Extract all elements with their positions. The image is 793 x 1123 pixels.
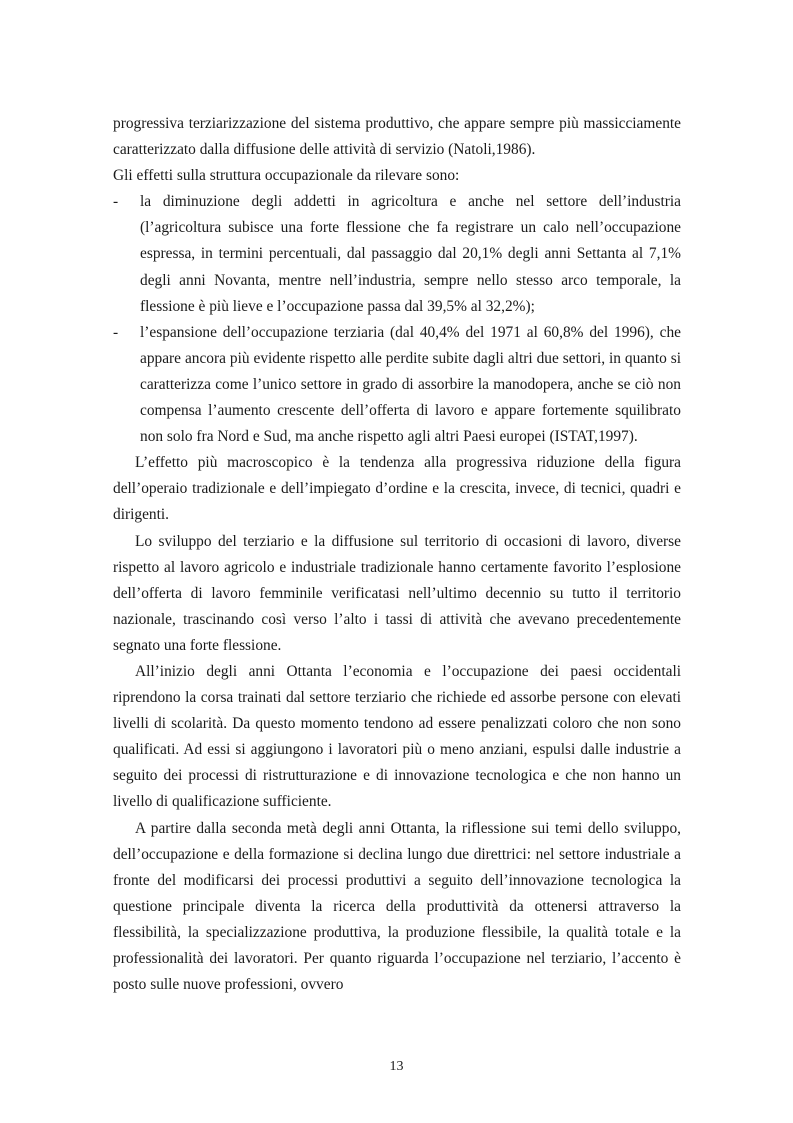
paragraph-continuation: progressiva terziarizzazione del sistema produttivo, che appare sempre più massicciamente caratterizzato dalla diffusione delle attività di servizio (Natoli,1986). <box>113 115 681 159</box>
paragraph-tertiary-development: Lo sviluppo del terziario e la diffusione sul territorio di occasioni di lavoro, diverse rispetto al lavoro agricolo e industriale tradizionale hanno certamente favorito l’esplosione dell’offerta di lavoro femminile verificatasi nell’ultimo decennio su tutto il territorio nazionale, trascinando così verso l’alto i tassi di attività che avevano precedentemente segnato una forte flessione. <box>113 532 681 654</box>
list-item <box>113 189 681 319</box>
body-text <box>113 111 681 998</box>
dash-marker: - <box>113 193 119 211</box>
list-item <box>113 320 681 450</box>
list-item-text: la diminuzione degli addetti in agricoltura e anche nel settore dell’industria (l’agricoltura subisce una forte flessione che fa registrare un calo nell’occupazione espressa, in termini percentuali, dal passaggio dal 20,1% degli anni Settanta al 7,1% degli anni Novanta, mentre nell’industria, sempre nello stesso arco temporale, la flessione è più lieve e l’occupazione passa dal 39,5% al 32,2%); <box>140 193 681 315</box>
list-item-text: l’espansione dell’occupazione terziaria (dal 40,4% del 1971 al 60,8% del 1996), che appare ancora più evidente rispetto alle perdite subite dagli altri due settori, in quanto si caratterizza come l’unico settore in grado di assorbire la manodopera, anche se ciò non compensa l’aumento crescente dell’offerta di lavoro e appare fortemente squilibrato non solo fra Nord e Sud, ma anche rispetto agli altri Paesi europei (ISTAT,1997). <box>140 323 681 446</box>
paragraph-effects-intro: Gli effetti sulla struttura occupazionale da rilevare sono: <box>113 167 460 185</box>
paragraph-late-eighties: A partire dalla seconda metà degli anni Ottanta, la riflessione sui temi dello sviluppo, dell’occupazione e della formazione si declina lungo due direttrici: nel settore industriale a fronte del modificarsi dei processi produttivi a seguito dell’innovazione tecnologica la questione principale diventa la ricerca della produttività da ottenersi attraverso la flessibilità, la specializzazione produttiva, la produzione flessibile, la qualità totale e la professionalità dei lavoratori. Per quanto riguarda l’occupazione nel terziario, l’accento è posto sulle nuove professioni, ovvero <box>113 819 681 994</box>
effects-list <box>113 189 681 450</box>
dash-marker: - <box>113 323 119 341</box>
page-number: 13 <box>389 1059 404 1074</box>
paragraph-eighties: All’inizio degli anni Ottanta l’economia e l’occupazione dei paesi occidentali riprendono la corsa trainati dal settore terziario che richiede ed assorbe persone con elevati livelli di scolarità. Da questo momento tendono ad essere penalizzati coloro che non sono qualificati. Ad essi si aggiungono i lavoratori più o meno anziani, espulsi dalle industrie a seguito dei processi di ristrutturazione e di innovazione tecnologica e che non hanno un livello di qualificazione sufficiente. <box>113 662 681 811</box>
paragraph-macroscopic-effect: L’effetto più macroscopico è la tendenza alla progressiva riduzione della figura dell’operaio tradizionale e dell’impiegato d’ordine e la crescita, invece, di tecnici, quadri e dirigenti. <box>113 454 681 524</box>
